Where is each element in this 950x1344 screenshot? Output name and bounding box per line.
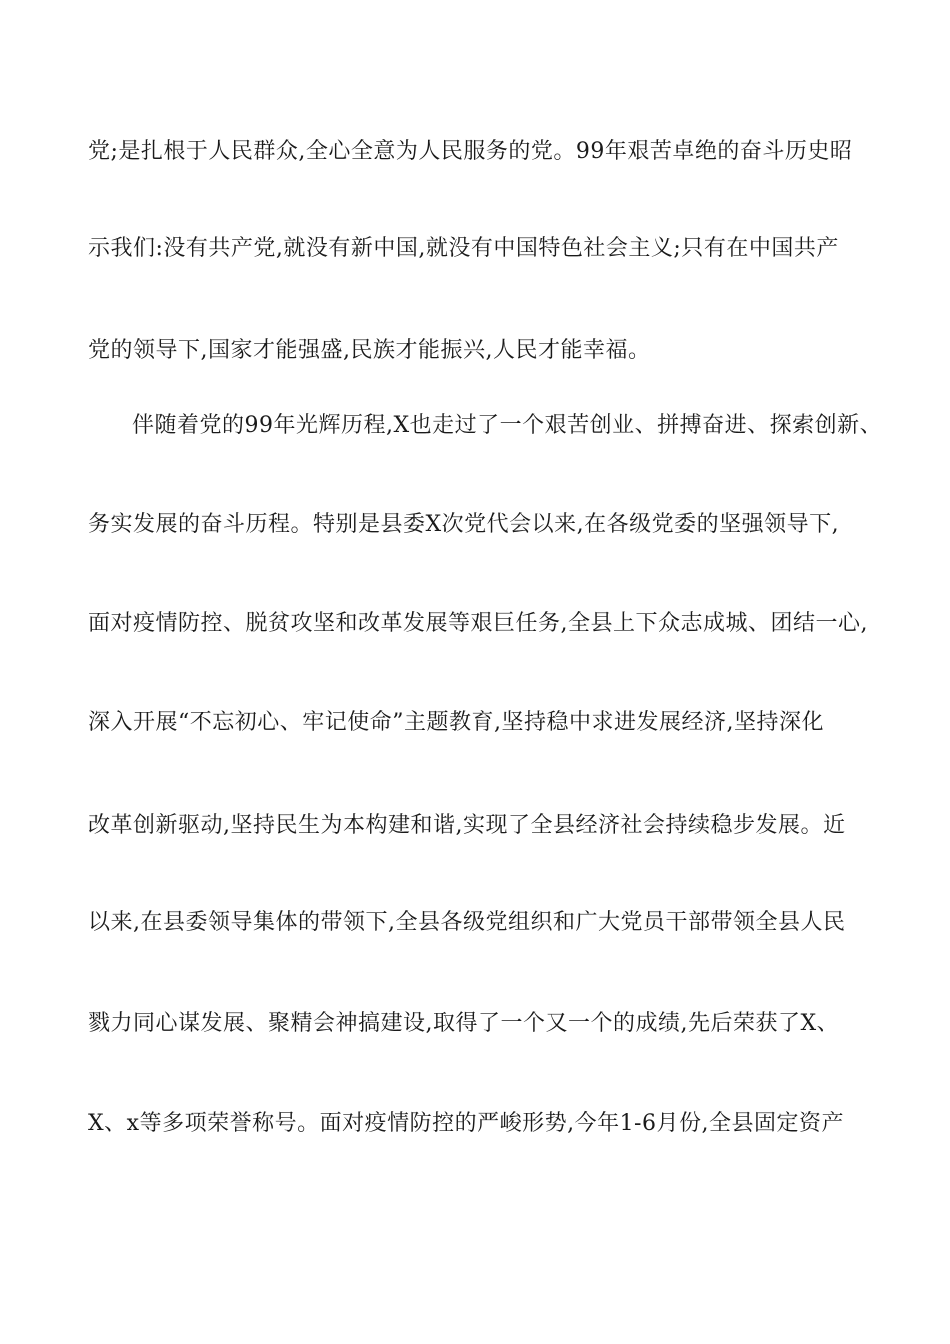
paragraph-first-line: 伴随着党的99年光辉历程,X也走过了一个艰苦创业、拼搏奋进、探索创新、 — [132, 413, 883, 438]
text-line-5: 务实发展的奋斗历程。特别是县委X次党代会以来,在各级党委的坚强领导下, — [88, 512, 840, 537]
text-line-10: 戮力同心谋发展、聚精会神搞建设,取得了一个又一个的成绩,先后荣获了X、 — [88, 1011, 840, 1036]
text-line-8: 改革创新驱动,坚持民生为本构建和谐,实现了全县经济社会持续稳步发展。近 — [88, 813, 846, 838]
text-line-3: 党的领导下,国家才能强盛,民族才能振兴,人民才能幸福。 — [88, 338, 651, 363]
text-line-2: 示我们:没有共产党,就没有新中国,就没有中国特色社会主义;只有在中国共产 — [88, 236, 839, 261]
text-line-1: 党;是扎根于人民群众,全心全意为人民服务的党。99年艰苦卓绝的奋斗历史昭 — [88, 139, 853, 164]
text-line-9: 以来,在县委领导集体的带领下,全县各级党组织和广大党员干部带领全县人民 — [88, 910, 846, 935]
text-line-7: 深入开展“不忘初心、牢记使命”主题教育,坚持稳中求进发展经济,坚持深化 — [88, 710, 824, 735]
text-line-11: X、x等多项荣誉称号。面对疫情防控的严峻形势,今年1-6月份,全县固定资产 — [88, 1111, 844, 1136]
text-line-6: 面对疫情防控、脱贫攻坚和改革发展等艰巨任务,全县上下众志成城、团结一心, — [88, 611, 868, 636]
